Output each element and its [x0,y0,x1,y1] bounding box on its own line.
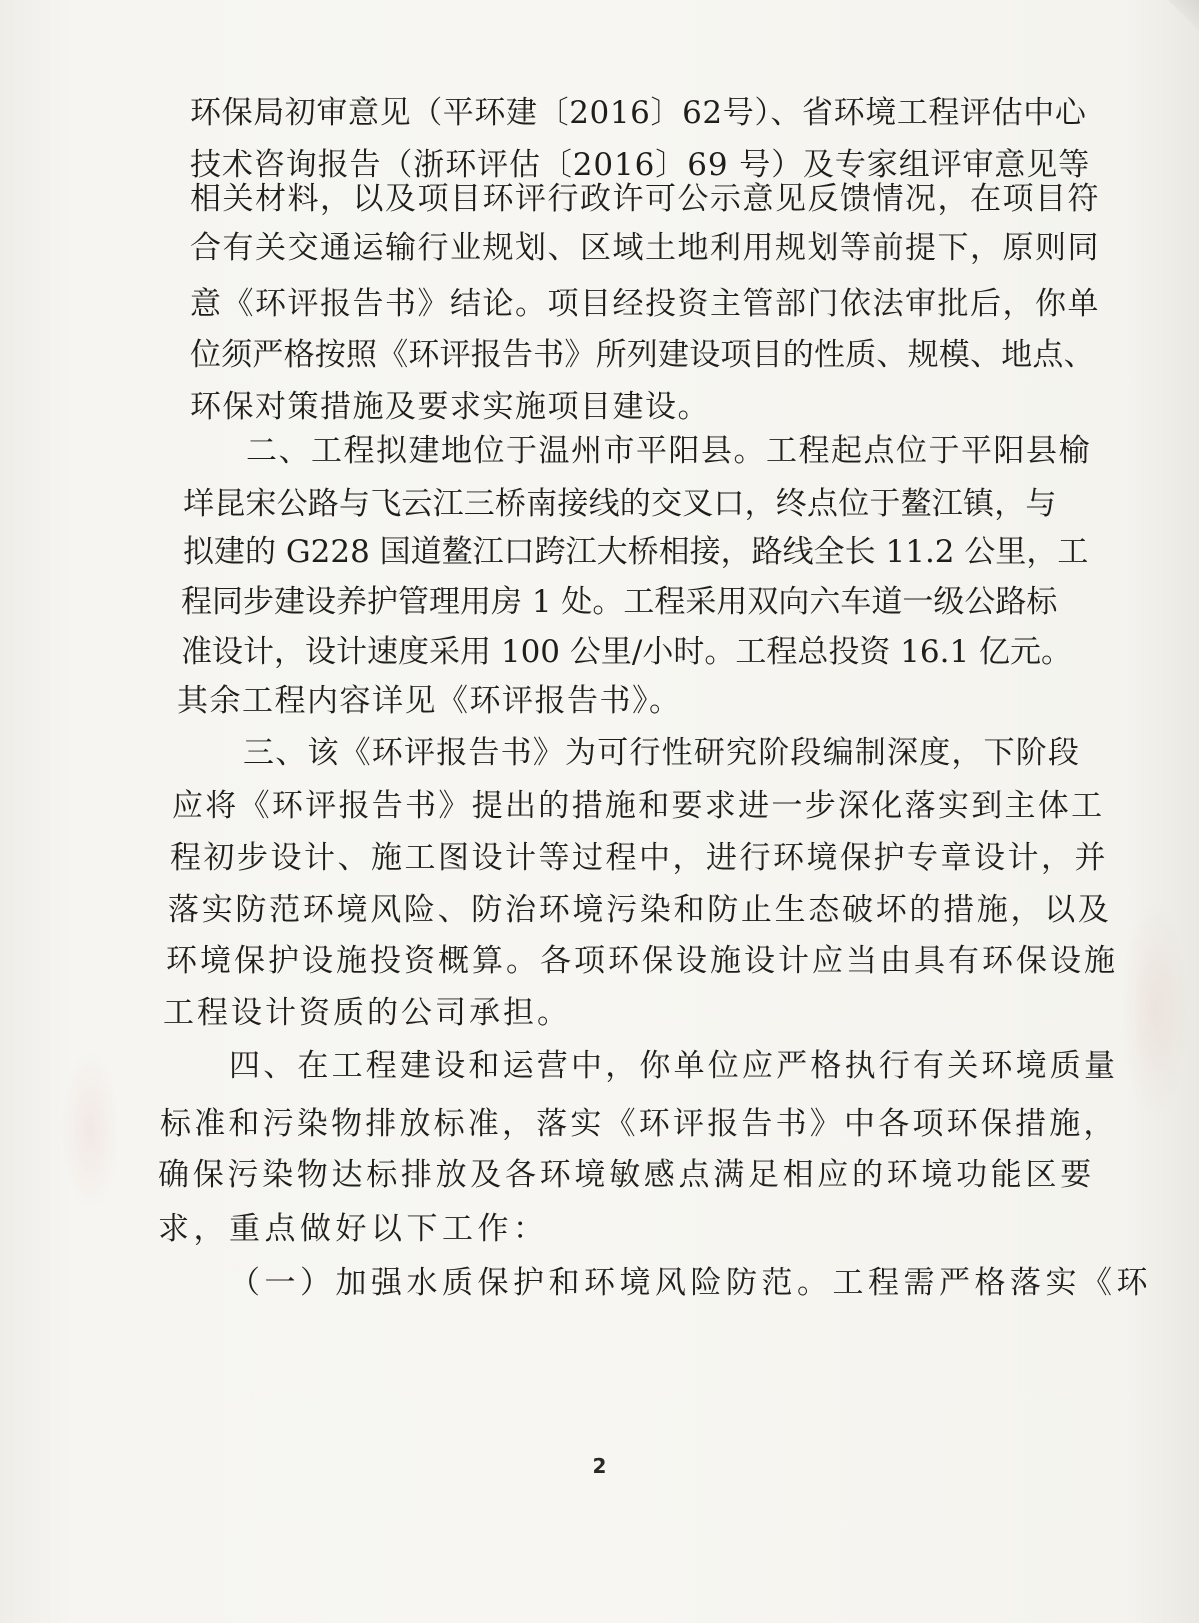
text-line: 环保局初审意见（平环建〔2016〕62号）、省环境工程评估中心 [190,95,1087,131]
text-line: 落实防范环境风险、防治环境污染和防止生态破坏的措施，以及 [168,892,1112,928]
text-line: 二、工程拟建地位于温州市平阳县。工程起点位于平阳县榆 [246,433,1091,469]
text-line: 应将《环评报告书》提出的措施和要求进一步深化落实到主体工 [172,788,1105,824]
text-line: 环境保护设施投资概算。各项环保设施设计应当由具有环保设施 [166,943,1118,979]
text-line: 拟建的 G228 国道鳌江口跨江大桥相接，路线全长 11.2 公里，工 [183,534,1089,570]
paper-stain [60,1050,120,1210]
page-corner-shadow [1153,0,1199,30]
text-line: 工程设计资质的公司承担。 [163,995,571,1031]
text-line: （一）加强水质保护和环境风险防范。工程需严格落实《环 [229,1265,1152,1301]
text-line: 确保污染物达标排放及各环境敏感点满足相应的环境功能区要 [158,1157,1095,1193]
text-line: 程初步设计、施工图设计等过程中，进行环境保护专章设计，并 [170,840,1108,876]
text-line: 四、在工程建设和运营中，你单位应严格执行有关环境质量 [229,1048,1119,1084]
text-line: 三、该《环评报告书》为可行性研究阶段编制深度，下阶段 [243,735,1081,771]
text-line: 环保对策措施及要求实施项目建设。 [190,389,710,425]
text-line: 合有关交通运输行业规划、区域土地利用规划等前提下，原则同 [190,230,1100,266]
text-line: 相关材料，以及项目环评行政许可公示意见反馈情况，在项目符 [190,181,1100,217]
page-number: 2 [592,1454,607,1478]
text-line: 准设计，设计速度采用 100 公里/小时。工程总投资 16.1 亿元。 [181,634,1073,670]
text-line: 技术咨询报告（浙环评估〔2016〕69 号）及专家组评审意见等 [190,147,1091,183]
text-line: 标准和污染物排放标准，落实《环评报告书》中各项环保措施， [160,1106,1118,1142]
paper-stain [1120,900,1190,1120]
text-line: 求，重点做好以下工作： [158,1211,549,1247]
text-line: 意《环评报告书》结论。项目经投资主管部门依法审批后，你单 [190,286,1100,322]
text-line: 位须严格按照《环评报告书》所列建设项目的性质、规模、地点、 [190,337,1095,373]
text-line: 程同步建设养护管理用房 1 处。工程采用双向六车道一级公路标 [181,584,1058,620]
text-line: 其余工程内容详见《环评报告书》。 [177,683,682,719]
text-line: 垟昆宋公路与飞云江三桥南接线的交叉口，终点位于鳌江镇，与 [183,486,1057,522]
